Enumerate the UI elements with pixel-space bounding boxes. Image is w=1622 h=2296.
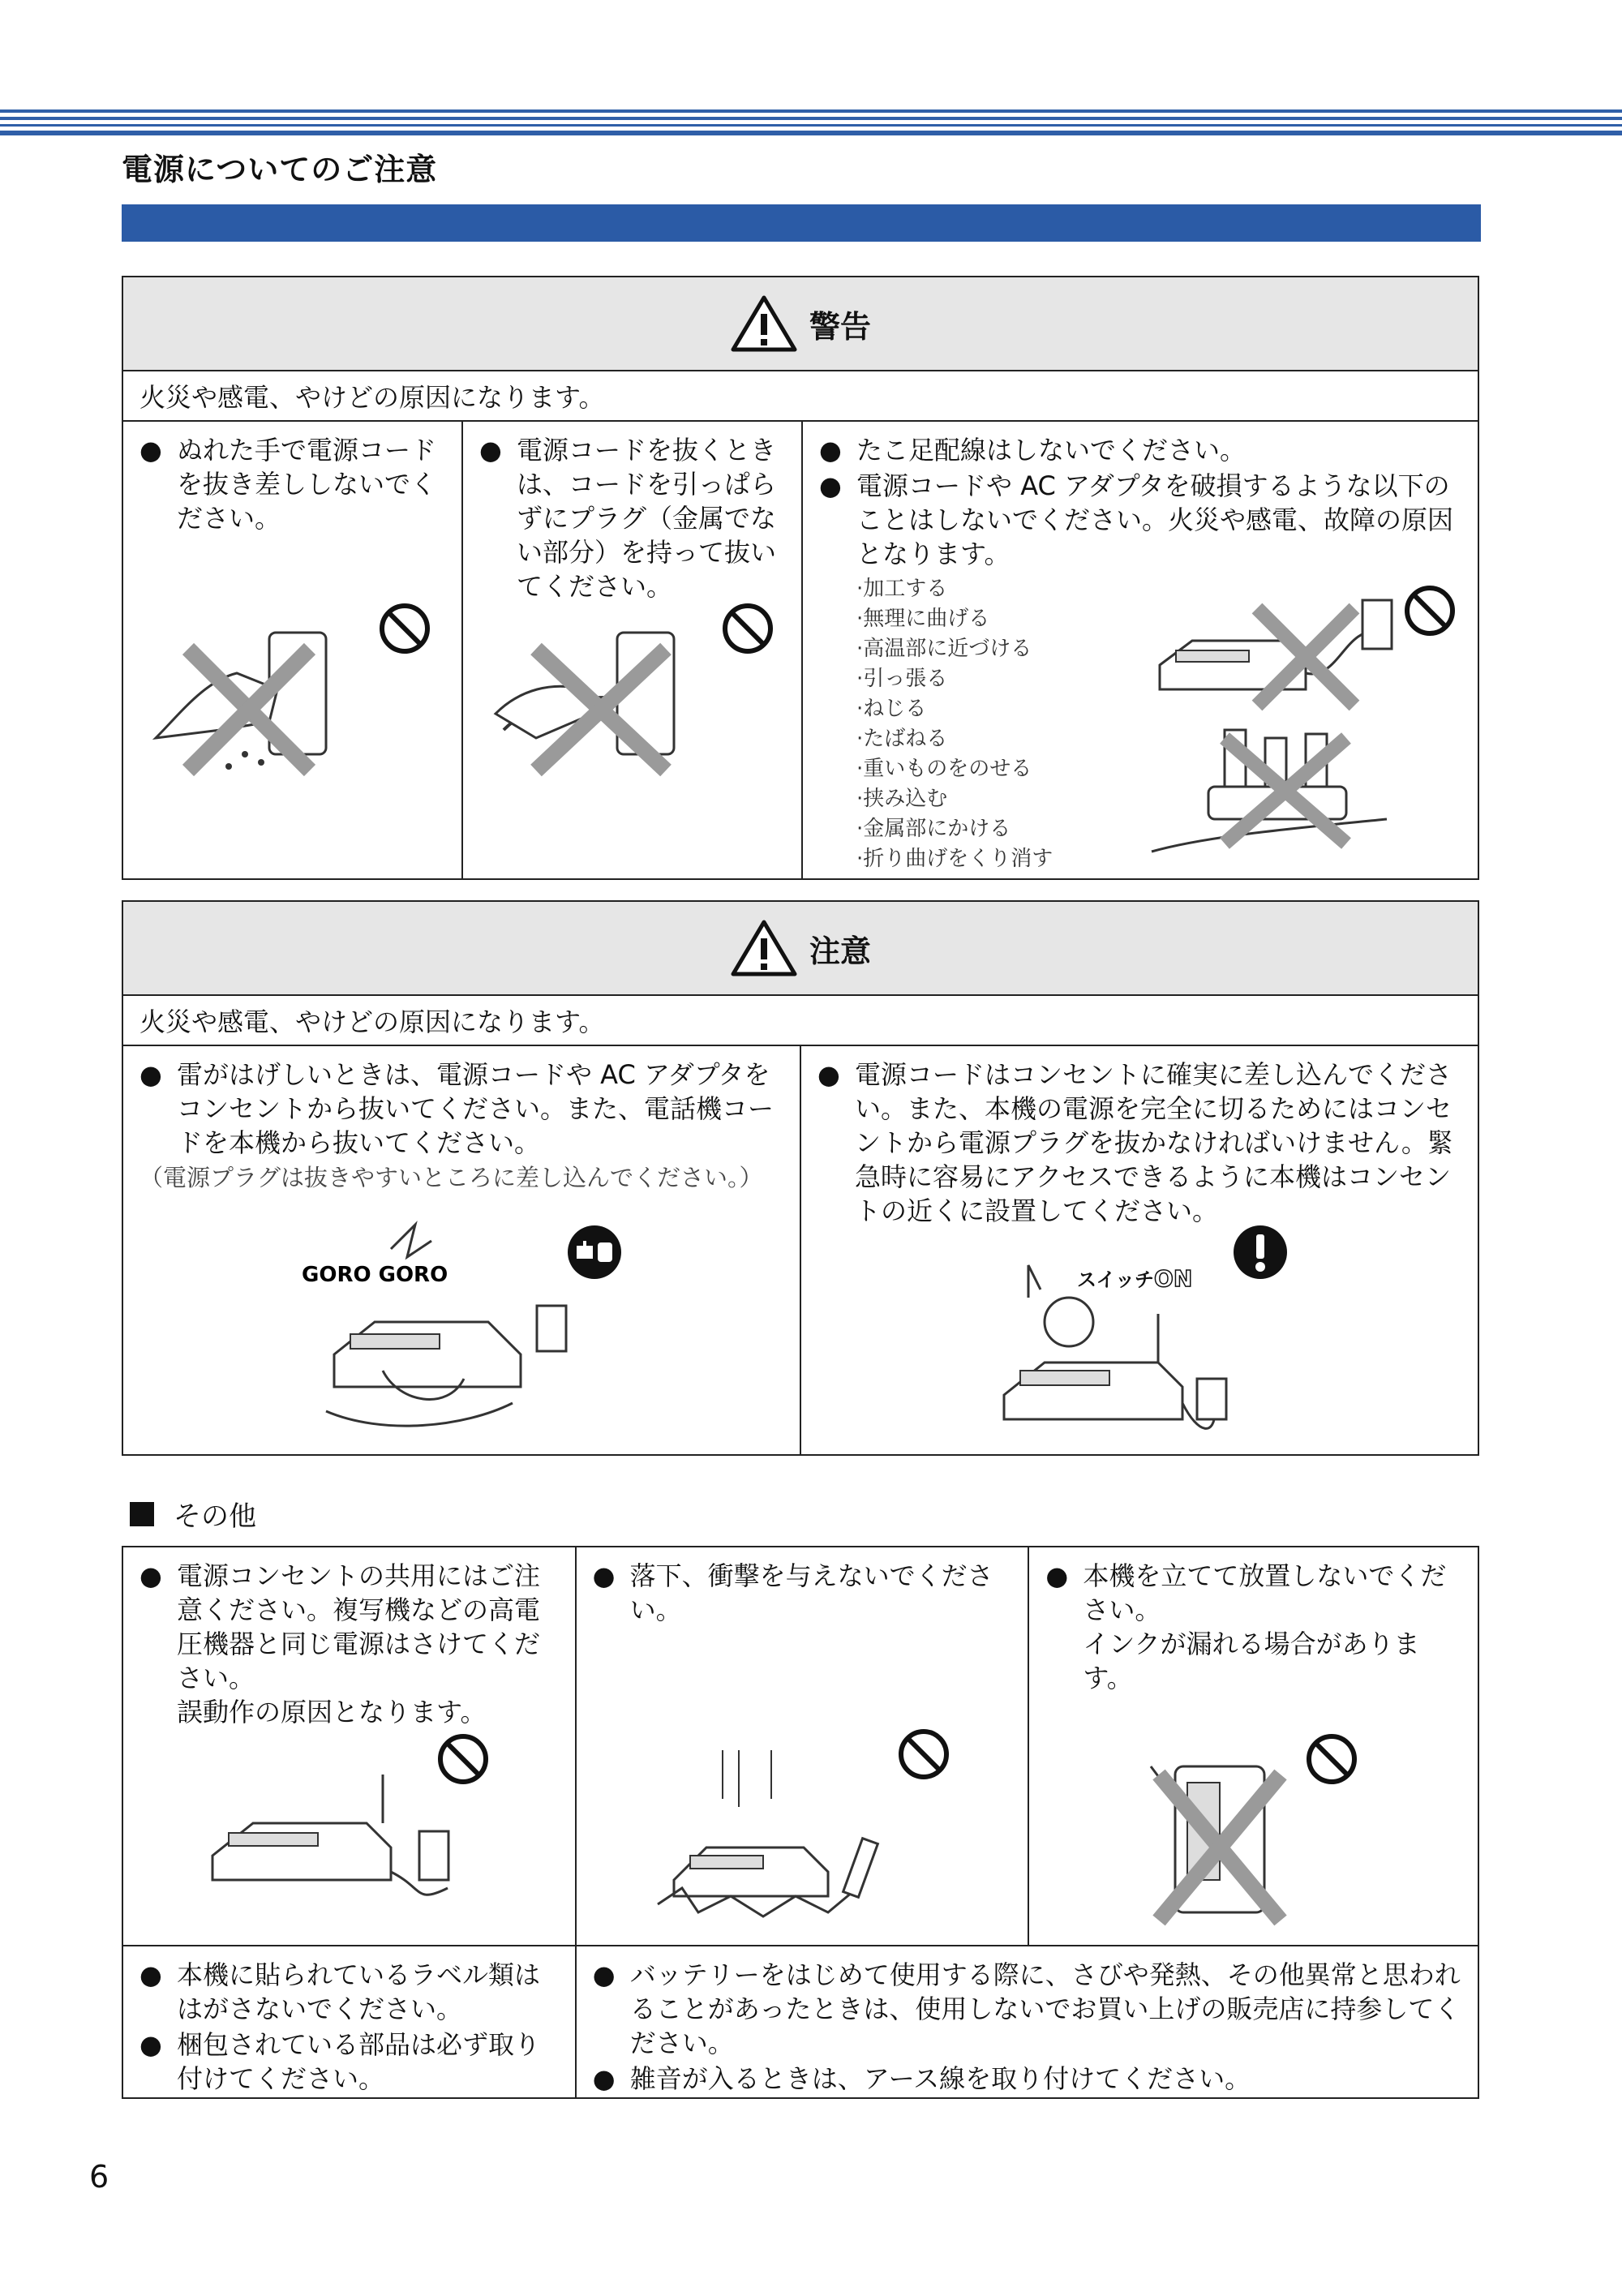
other-section-heading [130, 1494, 256, 1534]
switch-label: スイッチ [1077, 1268, 1155, 1291]
warning-col-pull-cord [463, 422, 803, 878]
prohibition-icon [1403, 584, 1457, 637]
bullet: ● [592, 2063, 616, 2094]
mandatory-icon [1231, 1223, 1289, 1281]
caution-outlet-text: 電源コードはコンセントに確実に差し込んでください。また、本機の電源を完全に切るためにはコンセントから電源プラグを抜かなければいけません。緊急時に容易にアクセスできるように本機はコンセントの近くに設置してください。 [855, 1059, 1453, 1226]
list-item: ·引っ張る [856, 667, 948, 691]
page-title: 電源についてのご注意 [122, 152, 438, 187]
bullet: ● [139, 1560, 162, 1591]
caution-col-outlet [801, 1046, 1478, 1454]
shared-outlet-main: 電源コンセントの共用にはご注意ください。複写機などの高電圧機器と同じ電源はさけてください。 [177, 1560, 541, 1693]
warning-col-octopus-wiring [803, 422, 1478, 878]
header-rule [0, 109, 1622, 135]
warning-octopus-text: たこ足配線はしないでください。 [856, 435, 1247, 466]
upright-text [1083, 1559, 1463, 1695]
list-item: ·金属部にかける [856, 817, 1011, 841]
warning-heading: 警告 [809, 308, 871, 345]
square-bullet-icon [130, 1502, 154, 1526]
drop-impact-illustration [650, 1742, 917, 1929]
list-item: ·たばねる [856, 727, 948, 751]
list-item: ·折り曲げをくり消す [856, 847, 1053, 871]
bullet: ● [819, 435, 842, 466]
list-item: ·高温部に近づける [856, 637, 1032, 661]
bullet: ● [592, 1959, 616, 1990]
labels-text: 本機に貼られているラベル類ははがさないでください。 [177, 1959, 541, 2024]
bullet: ● [819, 470, 842, 501]
prohibition-icon [378, 602, 431, 655]
other-heading: その他 [174, 1500, 256, 1533]
other-col-battery [577, 1946, 1478, 2099]
drop-text: 落下、衝撃を与えないでください。 [629, 1560, 993, 1625]
bullet: ● [139, 435, 162, 466]
gorogoro-label: GORO GORO [302, 1263, 448, 1287]
prohibition-icon [1305, 1732, 1358, 1786]
list-item: ·無理に曲げる [856, 607, 990, 631]
page-number: 6 [89, 2159, 109, 2195]
warning-wet-hands-text: ぬれた手で電源コードを抜き差ししないでください。 [177, 435, 437, 534]
caution-header [123, 902, 1478, 996]
bullet: ● [592, 1560, 616, 1591]
packaging-text: 梱包されている部品は必ず取り付けてください。 [177, 2029, 541, 2094]
shared-outlet-reason: 誤動作の原因となります。 [177, 1697, 487, 1727]
bullet: ● [1045, 1560, 1069, 1591]
caution-heading: 注意 [809, 933, 871, 969]
upright-reason: インクが漏れる場合があります。 [1083, 1629, 1420, 1693]
bullet: ● [479, 435, 502, 466]
warning-cord-damage-text: 電源コードや AC アダプタを破損するような以下のことはしないでください。火災や感電、故障の原因となります。 [856, 470, 1454, 569]
wet-hand-outlet-illustration [148, 616, 342, 779]
upright-main: 本機を立てて放置しないでください。 [1083, 1560, 1447, 1625]
bullet: ● [139, 1059, 162, 1090]
bullet: ● [139, 1959, 162, 1990]
bullet: ● [139, 2029, 162, 2060]
caution-subtitle: 火災や感電、やけどの原因になります。 [123, 996, 1478, 1046]
battery-text: バッテリーをはじめて使用する際に、さびや発熱、その他異常と思われることがあったときは、使用しないでお買い上げの販売店に持参してください。 [629, 1959, 1461, 2058]
other-col-upright [1029, 1547, 1478, 1945]
title-bar [122, 204, 1481, 242]
caution-col-lightning [123, 1046, 801, 1454]
printer-switch-on-illustration [980, 1257, 1239, 1452]
warning-triangle-icon [730, 294, 798, 353]
list-item: ·ねじる [856, 697, 927, 721]
other-col-drop [577, 1547, 1030, 1945]
shared-outlet-text [177, 1559, 560, 1729]
upright-printer-illustration [1143, 1750, 1305, 1937]
caution-lightning-note: （電源プラグは抜きやすいところに差し込んでください。） [139, 1164, 763, 1191]
warning-header [123, 277, 1478, 371]
thunder-printer-illustration [302, 1217, 577, 1444]
other-panel [122, 1546, 1479, 2099]
switch-on-text: ON [1154, 1265, 1193, 1292]
warning-col-wet-hands [123, 422, 463, 878]
caution-panel [122, 900, 1479, 1456]
list-item: ·加工する [856, 577, 948, 601]
warning-panel [122, 276, 1479, 880]
bullet: ● [817, 1059, 840, 1090]
warning-subtitle: 火災や感電、やけどの原因になります。 [123, 371, 1478, 422]
pull-cord-illustration [487, 616, 698, 779]
ground-wire-text: 雑音が入るときは、アース線を取り付けてください。 [629, 2063, 1251, 2094]
other-col-shared-outlet [123, 1547, 577, 1945]
warning-pull-cord-text: 電源コードを抜くときは、コードを引っぱらずにプラグ（金属でない部分）を持って抜いてください。 [517, 435, 777, 602]
list-item: ·重いものをのせる [856, 757, 1032, 781]
other-col-labels [123, 1946, 577, 2099]
shared-outlet-illustration [196, 1766, 472, 1929]
list-item: ·挟み込む [856, 787, 948, 811]
prohibition-icon [721, 602, 775, 655]
caution-triangle-icon [730, 919, 798, 977]
caution-lightning-text: 雷がはげしいときは、電源コードや AC アダプタをコンセントから抜いてください。また、電話機コードを本機から抜いてください。 [177, 1059, 775, 1158]
damaged-cord-illustration [1144, 576, 1403, 868]
